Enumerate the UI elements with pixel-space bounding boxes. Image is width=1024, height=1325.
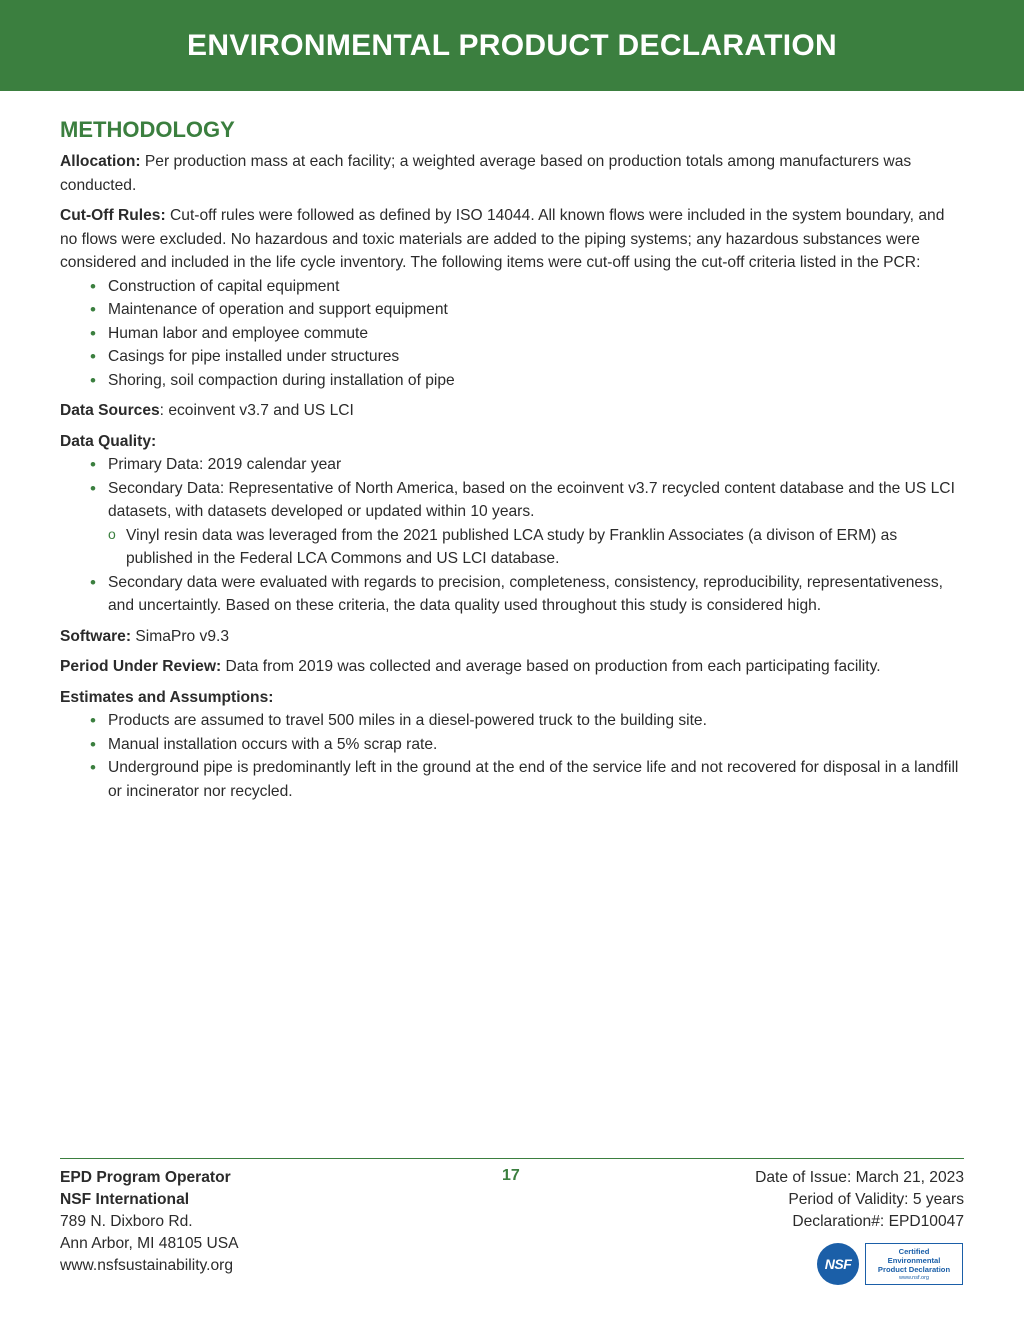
list-item: • Products are assumed to travel 500 miles in a diesel-powered truck to the building site.	[108, 709, 966, 733]
cutoff-paragraph	[60, 204, 966, 275]
page-number: 17	[502, 1167, 520, 1184]
declaration-number: Declaration#: EPD10047	[792, 1213, 964, 1230]
cutoff-label: Cut-Off Rules:	[60, 207, 166, 224]
sub-list-item: o Vinyl resin data was leveraged from the 2021 published LCA study by Franklin Associates (a divison of ERM) as published in the Federal LCA Commons and US LCI database.	[126, 524, 966, 571]
list-item: • Human labor and employee commute	[108, 322, 966, 346]
operator-website: www.nsfsustainability.org	[60, 1257, 234, 1274]
date-of-issue: Date of Issue: March 21, 2023	[755, 1169, 964, 1186]
footer-divider	[60, 1158, 964, 1159]
certified-epd-badge	[865, 1243, 963, 1285]
list-item: • Manual installation occurs with a 5% scrap rate.	[108, 733, 966, 757]
footer-issue-block	[755, 1167, 964, 1233]
badge-url: www.nsf.org	[899, 1274, 929, 1281]
operator-org: NSF International	[60, 1191, 190, 1208]
data-quality-heading	[60, 430, 966, 454]
badge-line: Certified	[898, 1246, 930, 1256]
list-item: • Secondary data were evaluated with regards to precision, completeness, consistency, reproducibility, representativeness, and uncertaintly. Based on these criteria, the data quality used throughout this study is considered high.	[108, 571, 966, 618]
allocation-label: Allocation:	[60, 153, 141, 170]
sub-list	[108, 524, 966, 571]
period-paragraph	[60, 655, 966, 679]
list-item: • Maintenance of operation and support equipment	[108, 298, 966, 322]
operator-address-line1: 789 N. Dixboro Rd.	[60, 1213, 193, 1230]
period-text: Data from 2019 was collected and average based on production from each participating facility.	[221, 658, 881, 675]
allocation-paragraph	[60, 150, 966, 197]
main-content	[60, 116, 966, 810]
list-item	[108, 477, 966, 571]
header-banner	[0, 0, 1024, 91]
estimates-list	[60, 709, 966, 803]
operator-label: EPD Program Operator	[60, 1169, 231, 1186]
section-title: METHODOLOGY	[60, 117, 235, 142]
data-sources-text: : ecoinvent v3.7 and US LCI	[159, 402, 354, 419]
estimates-label: Estimates and Assumptions:	[60, 688, 274, 706]
document-title: ENVIRONMENTAL PRODUCT DECLARATION	[187, 28, 837, 62]
operator-address-line2: Ann Arbor, MI 48105 USA	[60, 1235, 239, 1252]
data-quality-list	[60, 453, 966, 618]
list-item: • Casings for pipe installed under structures	[108, 345, 966, 369]
software-label: Software:	[60, 627, 132, 645]
period-of-validity: Period of Validity: 5 years	[788, 1191, 964, 1208]
data-sources-paragraph	[60, 399, 966, 423]
list-item: • Underground pipe is predominantly left in the ground at the end of the service life and not recovered for disposal in a landfill or incinerator nor recycled.	[108, 756, 966, 803]
nsf-certification-logo	[817, 1242, 963, 1286]
software-text: SimaPro v9.3	[131, 627, 229, 645]
allocation-text: Per production mass at each facility; a weighted average based on production totals among manufacturers was conducted.	[60, 153, 912, 194]
data-quality-label: Data Quality:	[60, 432, 157, 450]
cutoff-list	[60, 275, 966, 393]
list-item: • Construction of capital equipment	[108, 275, 966, 299]
footer-operator-block	[60, 1167, 239, 1277]
badge-line: Product Declaration	[877, 1264, 951, 1274]
list-item: • Primary Data: 2019 calendar year	[108, 453, 966, 477]
cutoff-text: Cut-off rules were followed as defined by ISO 14044. All known flows were included in the system boundary, and no flows were excluded. No hazardous and toxic materials are added to the piping systems; any hazardous substances were considered and included in the life cycle inventory. The following items were cut-off using the cut-off criteria listed in the PCR:	[60, 207, 945, 271]
nsf-logo-icon: NSF	[817, 1243, 859, 1285]
list-item-text: Secondary Data: Representative of North America, based on the ecoinvent v3.7 recycled content database and the US LCI datasets, with datasets developed or updated within 10 years.	[108, 479, 955, 520]
list-item: • Shoring, soil compaction during installation of pipe	[108, 369, 966, 393]
estimates-heading	[60, 686, 966, 710]
software-paragraph	[60, 625, 966, 649]
period-label: Period Under Review:	[60, 658, 222, 675]
badge-line: Environmental	[887, 1255, 941, 1265]
data-sources-label: Data Sources	[60, 402, 160, 419]
